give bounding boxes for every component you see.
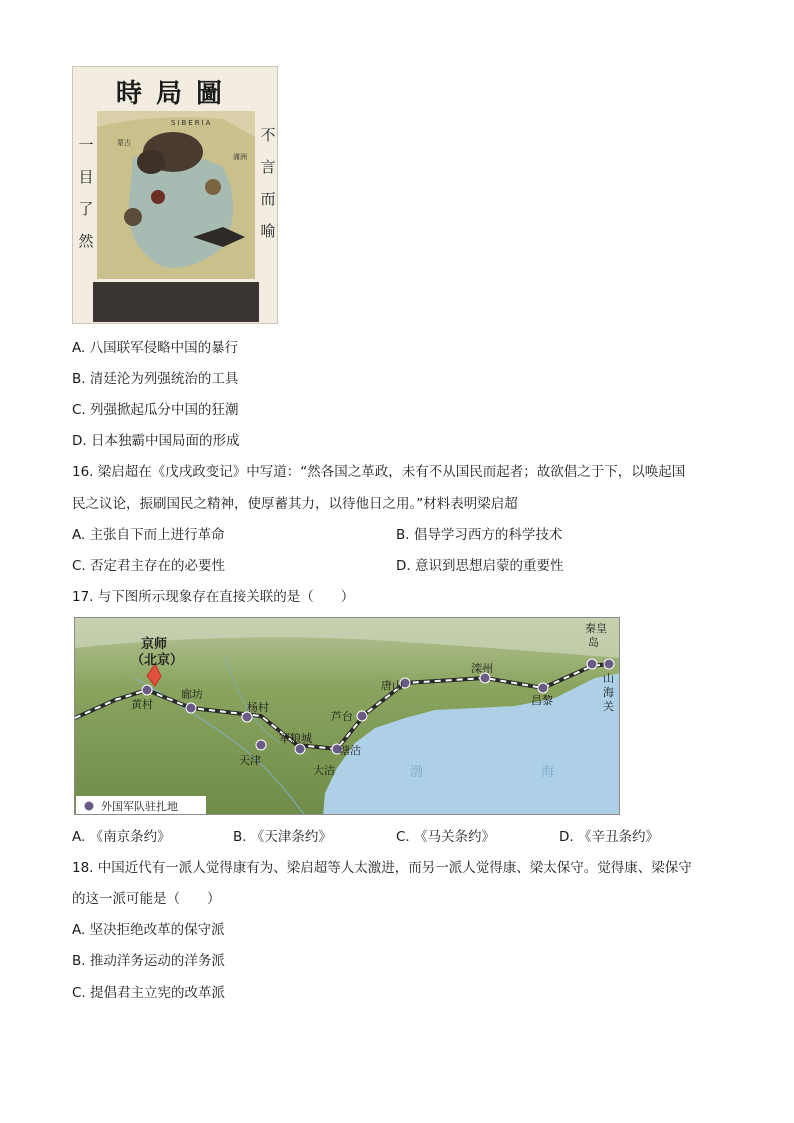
q17-stem: 17. 与下图所示现象存在直接关联的是（ ）	[72, 589, 355, 605]
cartoon-mongolia-label: 蒙古	[117, 139, 131, 147]
q18-option-a[interactable]: A. 坚决拒绝改革的保守派	[72, 922, 225, 938]
cartoon-title: 時局圖	[115, 79, 236, 109]
label-dagu: 大沽	[313, 764, 335, 777]
cartoon-vertical-char: 不	[260, 126, 276, 144]
shijutu-cartoon	[72, 66, 278, 324]
label-lutai: 芦台	[331, 710, 353, 723]
q15-option-b[interactable]: B. 清廷沦为列强统治的工具	[72, 371, 239, 387]
label-shan: 山	[603, 672, 614, 685]
cartoon-vertical-char: 言	[260, 158, 276, 176]
cartoon-vertical-char: 喻	[260, 222, 276, 240]
label-junliangcheng: 军粮城	[279, 732, 312, 745]
label-tianjin: 天津	[239, 754, 261, 767]
q17-option-c[interactable]: C. 《马关条约》	[396, 829, 496, 845]
sea-label-hai: 海	[541, 765, 555, 780]
garrison-changli	[538, 683, 548, 693]
map-svg	[75, 618, 620, 815]
q16-option-d[interactable]: D. 意识到思想启蒙的重要性	[396, 558, 564, 574]
q16-stem-line1: 16. 梁启超在《戊戌政变记》中写道：“然各国之革政，未有不从国民而起者；故欲倡之于下，以唤起国	[72, 464, 686, 480]
cartoon-siberia-label: SIBERIA	[171, 119, 213, 127]
label-langfang: 廊坊	[181, 688, 203, 701]
label-changli: 昌黎	[531, 694, 553, 707]
garrison-tianjin	[256, 740, 266, 750]
cartoon-left-text	[75, 129, 97, 257]
q18-stem-line2: 的这一派可能是（ ）	[72, 891, 221, 907]
label-guan: 关	[603, 700, 614, 713]
q18-option-b[interactable]: B. 推动洋务运动的洋务派	[72, 953, 225, 969]
label-qinhuang: 秦皇	[585, 622, 607, 635]
legend-dot	[85, 802, 94, 811]
cartoon-vertical-char: 了	[78, 200, 94, 218]
label-dao: 岛	[588, 636, 599, 649]
q17-option-b[interactable]: B. 《天津条约》	[233, 829, 332, 845]
q15-option-a[interactable]: A. 八国联军侵略中国的暴行	[72, 340, 239, 356]
q16-stem-line2: 民之议论，振刷国民之精神，使厚蓄其力，以待他日之用。”材料表明梁启超	[72, 496, 518, 512]
garrison-lutai	[357, 711, 367, 721]
garrison-shanhaiguan	[604, 659, 614, 669]
cartoon-manchuria-label: 滿洲	[233, 153, 247, 161]
q16-option-c[interactable]: C. 否定君主存在的必要性	[72, 558, 226, 574]
cartoon-vertical-char: 目	[78, 168, 94, 186]
cartoon-vertical-char: 然	[78, 232, 94, 250]
label-hai: 海	[603, 686, 614, 699]
label-tanggu: 塘沽	[339, 744, 361, 757]
label-yangcun: 杨村	[247, 701, 269, 714]
label-huangcun: 黄村	[131, 698, 153, 711]
cartoon-right-text	[257, 119, 278, 247]
q15-option-d[interactable]: D. 日本独霸中国局面的形成	[72, 433, 240, 449]
capital-label-1: 京师	[141, 637, 168, 652]
garrison-junliangcheng	[295, 744, 305, 754]
sea-label-bo: 渤	[410, 765, 424, 780]
railway-map	[74, 617, 620, 815]
garrison-huangcun	[142, 685, 152, 695]
capital-label-2: （北京）	[131, 653, 184, 668]
q17-option-d[interactable]: D. 《辛丑条约》	[559, 829, 659, 845]
q16-option-b[interactable]: B. 倡导学习西方的科学技术	[396, 527, 563, 543]
cartoon-drawing	[73, 67, 278, 324]
label-luanzhou: 滦州	[471, 662, 493, 675]
cartoon-vertical-char: 而	[260, 190, 276, 208]
q16-option-a[interactable]: A. 主张自下而上进行革命	[72, 527, 225, 543]
label-tangshan: 唐山	[381, 679, 403, 692]
legend-label: 外国军队驻扎地	[101, 800, 178, 813]
cartoon-vertical-char: 一	[78, 136, 94, 154]
garrison-langfang	[186, 703, 196, 713]
q18-stem-line1: 18. 中国近代有一派人觉得康有为、梁启超等人太激进，而另一派人觉得康、梁太保守。觉得康、梁保守	[72, 860, 692, 876]
garrison-qinhuangdao	[587, 659, 597, 669]
q17-option-a[interactable]: A. 《南京条约》	[72, 829, 171, 845]
q15-option-c[interactable]: C. 列强掀起瓜分中国的狂潮	[72, 402, 239, 418]
q18-option-c[interactable]: C. 提倡君主立宪的改革派	[72, 985, 226, 1001]
